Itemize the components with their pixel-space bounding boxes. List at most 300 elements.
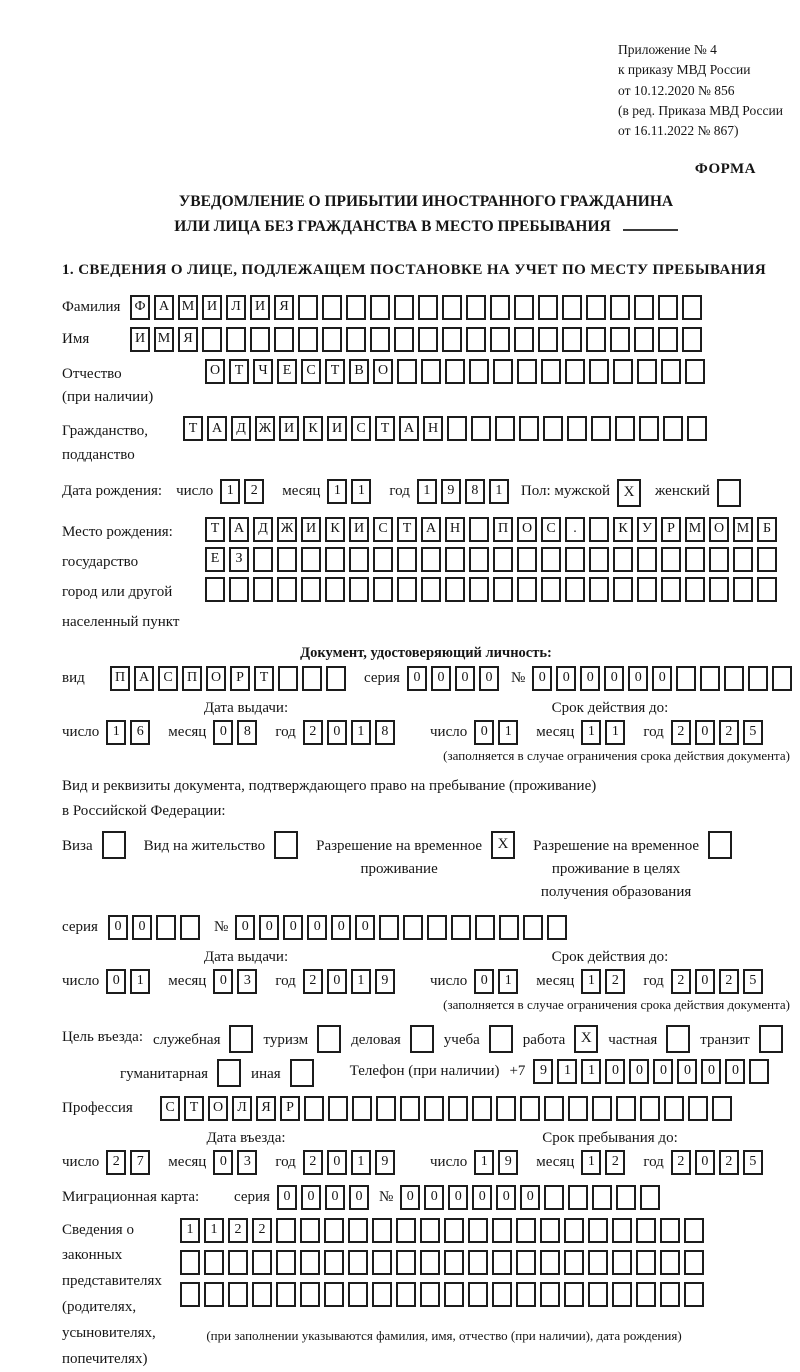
char-cell[interactable]: 2 xyxy=(671,1150,691,1175)
char-cell[interactable]: 1 xyxy=(130,969,150,994)
char-cell[interactable]: 1 xyxy=(351,969,371,994)
char-cell[interactable] xyxy=(324,1282,344,1307)
char-cell[interactable] xyxy=(540,1218,560,1243)
char-cell[interactable] xyxy=(493,577,513,602)
char-cell[interactable] xyxy=(499,915,519,940)
doc-issue-year-cells[interactable] xyxy=(303,720,399,745)
char-cell[interactable] xyxy=(396,1218,416,1243)
char-cell[interactable] xyxy=(424,1096,444,1121)
char-cell[interactable] xyxy=(445,359,465,384)
char-cell[interactable] xyxy=(276,1218,296,1243)
char-cell[interactable] xyxy=(562,295,582,320)
char-cell[interactable] xyxy=(685,577,705,602)
char-cell[interactable] xyxy=(277,577,297,602)
char-cell[interactable]: 2 xyxy=(106,1150,126,1175)
char-cell[interactable] xyxy=(372,1250,392,1275)
char-cell[interactable]: С xyxy=(158,666,178,691)
char-cell[interactable] xyxy=(541,577,561,602)
char-cell[interactable] xyxy=(300,1218,320,1243)
char-cell[interactable] xyxy=(543,416,563,441)
char-cell[interactable] xyxy=(568,1185,588,1210)
representatives-row1-cells[interactable] xyxy=(180,1218,708,1243)
char-cell[interactable]: 1 xyxy=(581,969,601,994)
char-cell[interactable] xyxy=(684,1250,704,1275)
char-cell[interactable]: 3 xyxy=(237,1150,257,1175)
char-cell[interactable]: 0 xyxy=(283,915,303,940)
char-cell[interactable] xyxy=(348,1282,368,1307)
char-cell[interactable] xyxy=(400,1096,420,1121)
char-cell[interactable] xyxy=(418,295,438,320)
char-cell[interactable] xyxy=(226,327,246,352)
char-cell[interactable]: А xyxy=(134,666,154,691)
char-cell[interactable]: 0 xyxy=(532,666,552,691)
char-cell[interactable] xyxy=(564,1218,584,1243)
char-cell[interactable]: М xyxy=(733,517,753,542)
char-cell[interactable]: К xyxy=(613,517,633,542)
char-cell[interactable]: Ж xyxy=(255,416,275,441)
char-cell[interactable]: К xyxy=(325,517,345,542)
char-cell[interactable] xyxy=(420,1250,440,1275)
residence-valid-day-cells[interactable] xyxy=(474,969,522,994)
migration-series-cells[interactable] xyxy=(277,1185,373,1210)
char-cell[interactable]: Д xyxy=(253,517,273,542)
char-cell[interactable] xyxy=(468,1282,488,1307)
char-cell[interactable] xyxy=(634,327,654,352)
char-cell[interactable]: 0 xyxy=(695,1150,715,1175)
entry-year-cells[interactable] xyxy=(303,1150,399,1175)
phone-cells[interactable] xyxy=(533,1059,773,1084)
char-cell[interactable]: И xyxy=(301,517,321,542)
char-cell[interactable]: 0 xyxy=(301,1185,321,1210)
birth-day-cells[interactable] xyxy=(220,479,268,504)
char-cell[interactable] xyxy=(300,1250,320,1275)
char-cell[interactable]: И xyxy=(279,416,299,441)
char-cell[interactable] xyxy=(661,359,681,384)
char-cell[interactable]: 1 xyxy=(204,1218,224,1243)
char-cell[interactable] xyxy=(420,1218,440,1243)
char-cell[interactable] xyxy=(352,1096,372,1121)
char-cell[interactable] xyxy=(589,359,609,384)
char-cell[interactable]: 0 xyxy=(695,720,715,745)
char-cell[interactable] xyxy=(589,577,609,602)
char-cell[interactable]: Т xyxy=(183,416,203,441)
char-cell[interactable]: 1 xyxy=(581,720,601,745)
char-cell[interactable]: 0 xyxy=(213,969,233,994)
char-cell[interactable]: 0 xyxy=(325,1185,345,1210)
char-cell[interactable] xyxy=(565,577,585,602)
char-cell[interactable]: 2 xyxy=(671,969,691,994)
char-cell[interactable]: 7 xyxy=(130,1150,150,1175)
char-cell[interactable] xyxy=(688,1096,708,1121)
char-cell[interactable]: П xyxy=(182,666,202,691)
char-cell[interactable]: 9 xyxy=(441,479,461,504)
char-cell[interactable] xyxy=(229,577,249,602)
char-cell[interactable] xyxy=(757,577,777,602)
char-cell[interactable]: 2 xyxy=(719,969,739,994)
char-cell[interactable] xyxy=(748,666,768,691)
char-cell[interactable] xyxy=(612,1282,632,1307)
char-cell[interactable] xyxy=(397,577,417,602)
char-cell[interactable] xyxy=(712,1096,732,1121)
char-cell[interactable]: Р xyxy=(230,666,250,691)
visit-option-business-checkbox[interactable] xyxy=(229,1025,253,1053)
char-cell[interactable] xyxy=(349,547,369,572)
char-cell[interactable]: Ж xyxy=(277,517,297,542)
char-cell[interactable] xyxy=(547,915,567,940)
char-cell[interactable]: Ч xyxy=(253,359,273,384)
char-cell[interactable] xyxy=(274,327,294,352)
char-cell[interactable] xyxy=(541,547,561,572)
char-cell[interactable] xyxy=(684,1218,704,1243)
visit-option-other-checkbox[interactable] xyxy=(290,1059,314,1087)
char-cell[interactable] xyxy=(496,1096,516,1121)
char-cell[interactable] xyxy=(565,547,585,572)
char-cell[interactable] xyxy=(544,1185,564,1210)
residence-valid-year-cells[interactable] xyxy=(671,969,767,994)
char-cell[interactable] xyxy=(397,547,417,572)
char-cell[interactable]: Т xyxy=(205,517,225,542)
char-cell[interactable] xyxy=(514,295,534,320)
char-cell[interactable] xyxy=(733,577,753,602)
char-cell[interactable]: 2 xyxy=(244,479,264,504)
char-cell[interactable]: Т xyxy=(184,1096,204,1121)
char-cell[interactable]: 0 xyxy=(213,720,233,745)
char-cell[interactable] xyxy=(322,295,342,320)
char-cell[interactable] xyxy=(495,416,515,441)
char-cell[interactable]: 5 xyxy=(743,1150,763,1175)
char-cell[interactable] xyxy=(658,295,678,320)
char-cell[interactable] xyxy=(396,1250,416,1275)
char-cell[interactable]: 8 xyxy=(465,479,485,504)
char-cell[interactable]: И xyxy=(202,295,222,320)
visit-option-humanitarian-checkbox[interactable] xyxy=(217,1059,241,1087)
char-cell[interactable] xyxy=(589,547,609,572)
char-cell[interactable]: . xyxy=(565,517,585,542)
char-cell[interactable] xyxy=(492,1282,512,1307)
char-cell[interactable]: 0 xyxy=(725,1059,745,1084)
char-cell[interactable] xyxy=(370,327,390,352)
char-cell[interactable]: С xyxy=(160,1096,180,1121)
char-cell[interactable] xyxy=(493,547,513,572)
char-cell[interactable] xyxy=(180,915,200,940)
char-cell[interactable]: 1 xyxy=(351,1150,371,1175)
char-cell[interactable]: А xyxy=(399,416,419,441)
visit-option-work-checkbox[interactable]: X xyxy=(574,1025,598,1053)
char-cell[interactable] xyxy=(592,1185,612,1210)
char-cell[interactable]: Я xyxy=(178,327,198,352)
char-cell[interactable]: В xyxy=(349,359,369,384)
char-cell[interactable] xyxy=(403,915,423,940)
char-cell[interactable] xyxy=(492,1218,512,1243)
char-cell[interactable]: 1 xyxy=(220,479,240,504)
char-cell[interactable]: Л xyxy=(226,295,246,320)
char-cell[interactable] xyxy=(538,327,558,352)
residence-number-cells[interactable] xyxy=(235,915,571,940)
char-cell[interactable] xyxy=(616,1096,636,1121)
char-cell[interactable] xyxy=(324,1250,344,1275)
visit-option-study-checkbox[interactable] xyxy=(489,1025,513,1053)
char-cell[interactable] xyxy=(322,327,342,352)
char-cell[interactable] xyxy=(250,327,270,352)
char-cell[interactable] xyxy=(276,1250,296,1275)
char-cell[interactable]: И xyxy=(327,416,347,441)
char-cell[interactable] xyxy=(634,295,654,320)
visit-option-transit-checkbox[interactable] xyxy=(759,1025,783,1053)
char-cell[interactable]: И xyxy=(130,327,150,352)
profession-cells[interactable] xyxy=(160,1096,736,1121)
char-cell[interactable]: 0 xyxy=(307,915,327,940)
char-cell[interactable] xyxy=(586,327,606,352)
char-cell[interactable] xyxy=(757,547,777,572)
char-cell[interactable]: 0 xyxy=(556,666,576,691)
char-cell[interactable] xyxy=(588,1282,608,1307)
char-cell[interactable] xyxy=(658,327,678,352)
char-cell[interactable]: 0 xyxy=(132,915,152,940)
char-cell[interactable] xyxy=(490,327,510,352)
char-cell[interactable]: М xyxy=(154,327,174,352)
char-cell[interactable] xyxy=(298,327,318,352)
visit-option-commercial-checkbox[interactable] xyxy=(410,1025,434,1053)
birth-place-row1-cells[interactable] xyxy=(205,517,781,542)
residence-series-cells[interactable] xyxy=(108,915,204,940)
char-cell[interactable] xyxy=(471,416,491,441)
char-cell[interactable] xyxy=(610,327,630,352)
char-cell[interactable] xyxy=(180,1282,200,1307)
char-cell[interactable] xyxy=(493,359,513,384)
doc-issue-month-cells[interactable] xyxy=(213,720,261,745)
char-cell[interactable]: Т xyxy=(229,359,249,384)
char-cell[interactable] xyxy=(592,1096,612,1121)
char-cell[interactable]: 0 xyxy=(604,666,624,691)
char-cell[interactable]: Т xyxy=(397,517,417,542)
char-cell[interactable] xyxy=(468,1218,488,1243)
stay-until-year-cells[interactable] xyxy=(671,1150,767,1175)
char-cell[interactable]: О xyxy=(205,359,225,384)
char-cell[interactable]: Л xyxy=(232,1096,252,1121)
char-cell[interactable]: И xyxy=(349,517,369,542)
char-cell[interactable] xyxy=(202,327,222,352)
char-cell[interactable] xyxy=(682,295,702,320)
doc-issue-day-cells[interactable] xyxy=(106,720,154,745)
char-cell[interactable]: 1 xyxy=(498,969,518,994)
char-cell[interactable] xyxy=(517,359,537,384)
char-cell[interactable]: Т xyxy=(375,416,395,441)
char-cell[interactable] xyxy=(420,1282,440,1307)
char-cell[interactable] xyxy=(421,577,441,602)
char-cell[interactable] xyxy=(636,1218,656,1243)
char-cell[interactable]: 2 xyxy=(228,1218,248,1243)
char-cell[interactable]: 0 xyxy=(479,666,499,691)
char-cell[interactable] xyxy=(373,547,393,572)
char-cell[interactable] xyxy=(346,327,366,352)
char-cell[interactable]: У xyxy=(637,517,657,542)
char-cell[interactable] xyxy=(544,1096,564,1121)
char-cell[interactable] xyxy=(700,666,720,691)
char-cell[interactable] xyxy=(724,666,744,691)
char-cell[interactable] xyxy=(612,1250,632,1275)
char-cell[interactable] xyxy=(516,1282,536,1307)
char-cell[interactable]: Т xyxy=(254,666,274,691)
char-cell[interactable] xyxy=(661,577,681,602)
char-cell[interactable] xyxy=(538,295,558,320)
stay-until-month-cells[interactable] xyxy=(581,1150,629,1175)
residence-issue-day-cells[interactable] xyxy=(106,969,154,994)
representatives-row3-cells[interactable] xyxy=(180,1282,708,1307)
char-cell[interactable]: 0 xyxy=(407,666,427,691)
char-cell[interactable]: Ф xyxy=(130,295,150,320)
char-cell[interactable] xyxy=(637,547,657,572)
char-cell[interactable] xyxy=(490,295,510,320)
char-cell[interactable]: 1 xyxy=(489,479,509,504)
char-cell[interactable]: 0 xyxy=(695,969,715,994)
char-cell[interactable] xyxy=(346,295,366,320)
char-cell[interactable] xyxy=(492,1250,512,1275)
char-cell[interactable] xyxy=(469,577,489,602)
char-cell[interactable]: 0 xyxy=(327,1150,347,1175)
char-cell[interactable] xyxy=(664,1096,684,1121)
char-cell[interactable] xyxy=(517,577,537,602)
char-cell[interactable] xyxy=(444,1218,464,1243)
char-cell[interactable] xyxy=(514,327,534,352)
char-cell[interactable] xyxy=(348,1250,368,1275)
char-cell[interactable] xyxy=(253,547,273,572)
migration-number-cells[interactable] xyxy=(400,1185,664,1210)
char-cell[interactable] xyxy=(442,295,462,320)
char-cell[interactable] xyxy=(613,547,633,572)
char-cell[interactable] xyxy=(370,295,390,320)
char-cell[interactable] xyxy=(376,1096,396,1121)
char-cell[interactable]: 1 xyxy=(417,479,437,504)
doc-valid-year-cells[interactable] xyxy=(671,720,767,745)
char-cell[interactable]: 0 xyxy=(701,1059,721,1084)
char-cell[interactable]: 0 xyxy=(474,720,494,745)
char-cell[interactable]: 0 xyxy=(629,1059,649,1084)
residence-valid-month-cells[interactable] xyxy=(581,969,629,994)
char-cell[interactable] xyxy=(733,547,753,572)
char-cell[interactable]: 0 xyxy=(108,915,128,940)
char-cell[interactable] xyxy=(373,577,393,602)
char-cell[interactable] xyxy=(466,295,486,320)
char-cell[interactable]: О xyxy=(208,1096,228,1121)
char-cell[interactable] xyxy=(276,1282,296,1307)
char-cell[interactable] xyxy=(588,1250,608,1275)
visit-option-tourism-checkbox[interactable] xyxy=(317,1025,341,1053)
char-cell[interactable] xyxy=(640,1185,660,1210)
option-temp-residence-education-checkbox[interactable] xyxy=(708,831,732,859)
char-cell[interactable]: 1 xyxy=(351,720,371,745)
char-cell[interactable] xyxy=(663,416,683,441)
char-cell[interactable] xyxy=(444,1282,464,1307)
char-cell[interactable] xyxy=(586,295,606,320)
char-cell[interactable]: З xyxy=(229,547,249,572)
char-cell[interactable]: 0 xyxy=(355,915,375,940)
option-residence-permit-checkbox[interactable] xyxy=(274,831,298,859)
char-cell[interactable] xyxy=(661,547,681,572)
sex-female-checkbox[interactable] xyxy=(717,479,741,507)
char-cell[interactable] xyxy=(466,327,486,352)
char-cell[interactable] xyxy=(567,416,587,441)
char-cell[interactable] xyxy=(328,1096,348,1121)
char-cell[interactable] xyxy=(615,416,635,441)
char-cell[interactable]: 0 xyxy=(235,915,255,940)
char-cell[interactable]: 1 xyxy=(605,720,625,745)
residence-issue-month-cells[interactable] xyxy=(213,969,261,994)
char-cell[interactable]: Е xyxy=(277,359,297,384)
char-cell[interactable]: А xyxy=(207,416,227,441)
char-cell[interactable] xyxy=(589,517,609,542)
char-cell[interactable] xyxy=(568,1096,588,1121)
char-cell[interactable] xyxy=(749,1059,769,1084)
char-cell[interactable] xyxy=(682,327,702,352)
char-cell[interactable]: Я xyxy=(274,295,294,320)
sex-male-checkbox[interactable]: X xyxy=(617,479,641,507)
char-cell[interactable] xyxy=(562,327,582,352)
char-cell[interactable] xyxy=(516,1218,536,1243)
char-cell[interactable] xyxy=(676,666,696,691)
char-cell[interactable]: 0 xyxy=(331,915,351,940)
char-cell[interactable] xyxy=(636,1282,656,1307)
char-cell[interactable] xyxy=(541,359,561,384)
birth-place-row3-cells[interactable] xyxy=(205,577,781,602)
char-cell[interactable]: Т xyxy=(325,359,345,384)
char-cell[interactable] xyxy=(156,915,176,940)
char-cell[interactable]: 2 xyxy=(605,1150,625,1175)
char-cell[interactable] xyxy=(591,416,611,441)
char-cell[interactable]: 2 xyxy=(303,969,323,994)
char-cell[interactable] xyxy=(277,547,297,572)
char-cell[interactable] xyxy=(444,1250,464,1275)
char-cell[interactable]: 6 xyxy=(130,720,150,745)
char-cell[interactable]: Н xyxy=(423,416,443,441)
doc-type-cells[interactable] xyxy=(110,666,350,691)
doc-valid-day-cells[interactable] xyxy=(474,720,522,745)
char-cell[interactable]: С xyxy=(301,359,321,384)
char-cell[interactable] xyxy=(394,327,414,352)
char-cell[interactable] xyxy=(301,547,321,572)
char-cell[interactable]: 3 xyxy=(237,969,257,994)
char-cell[interactable] xyxy=(325,577,345,602)
char-cell[interactable]: Е xyxy=(205,547,225,572)
char-cell[interactable]: О xyxy=(517,517,537,542)
char-cell[interactable] xyxy=(397,359,417,384)
char-cell[interactable] xyxy=(204,1282,224,1307)
char-cell[interactable]: 1 xyxy=(557,1059,577,1084)
char-cell[interactable]: П xyxy=(110,666,130,691)
option-visa-checkbox[interactable] xyxy=(102,831,126,859)
char-cell[interactable] xyxy=(565,359,585,384)
char-cell[interactable]: О xyxy=(709,517,729,542)
char-cell[interactable] xyxy=(252,1250,272,1275)
char-cell[interactable]: И xyxy=(250,295,270,320)
char-cell[interactable] xyxy=(616,1185,636,1210)
char-cell[interactable]: А xyxy=(154,295,174,320)
doc-number-cells[interactable] xyxy=(532,666,796,691)
char-cell[interactable] xyxy=(687,416,707,441)
char-cell[interactable] xyxy=(204,1250,224,1275)
char-cell[interactable] xyxy=(637,577,657,602)
char-cell[interactable]: 0 xyxy=(400,1185,420,1210)
stay-until-day-cells[interactable] xyxy=(474,1150,522,1175)
char-cell[interactable]: 1 xyxy=(180,1218,200,1243)
char-cell[interactable] xyxy=(685,359,705,384)
char-cell[interactable] xyxy=(252,1282,272,1307)
char-cell[interactable] xyxy=(475,915,495,940)
char-cell[interactable] xyxy=(709,547,729,572)
char-cell[interactable]: 9 xyxy=(375,1150,395,1175)
char-cell[interactable]: 9 xyxy=(375,969,395,994)
char-cell[interactable] xyxy=(610,295,630,320)
birth-month-cells[interactable] xyxy=(327,479,375,504)
